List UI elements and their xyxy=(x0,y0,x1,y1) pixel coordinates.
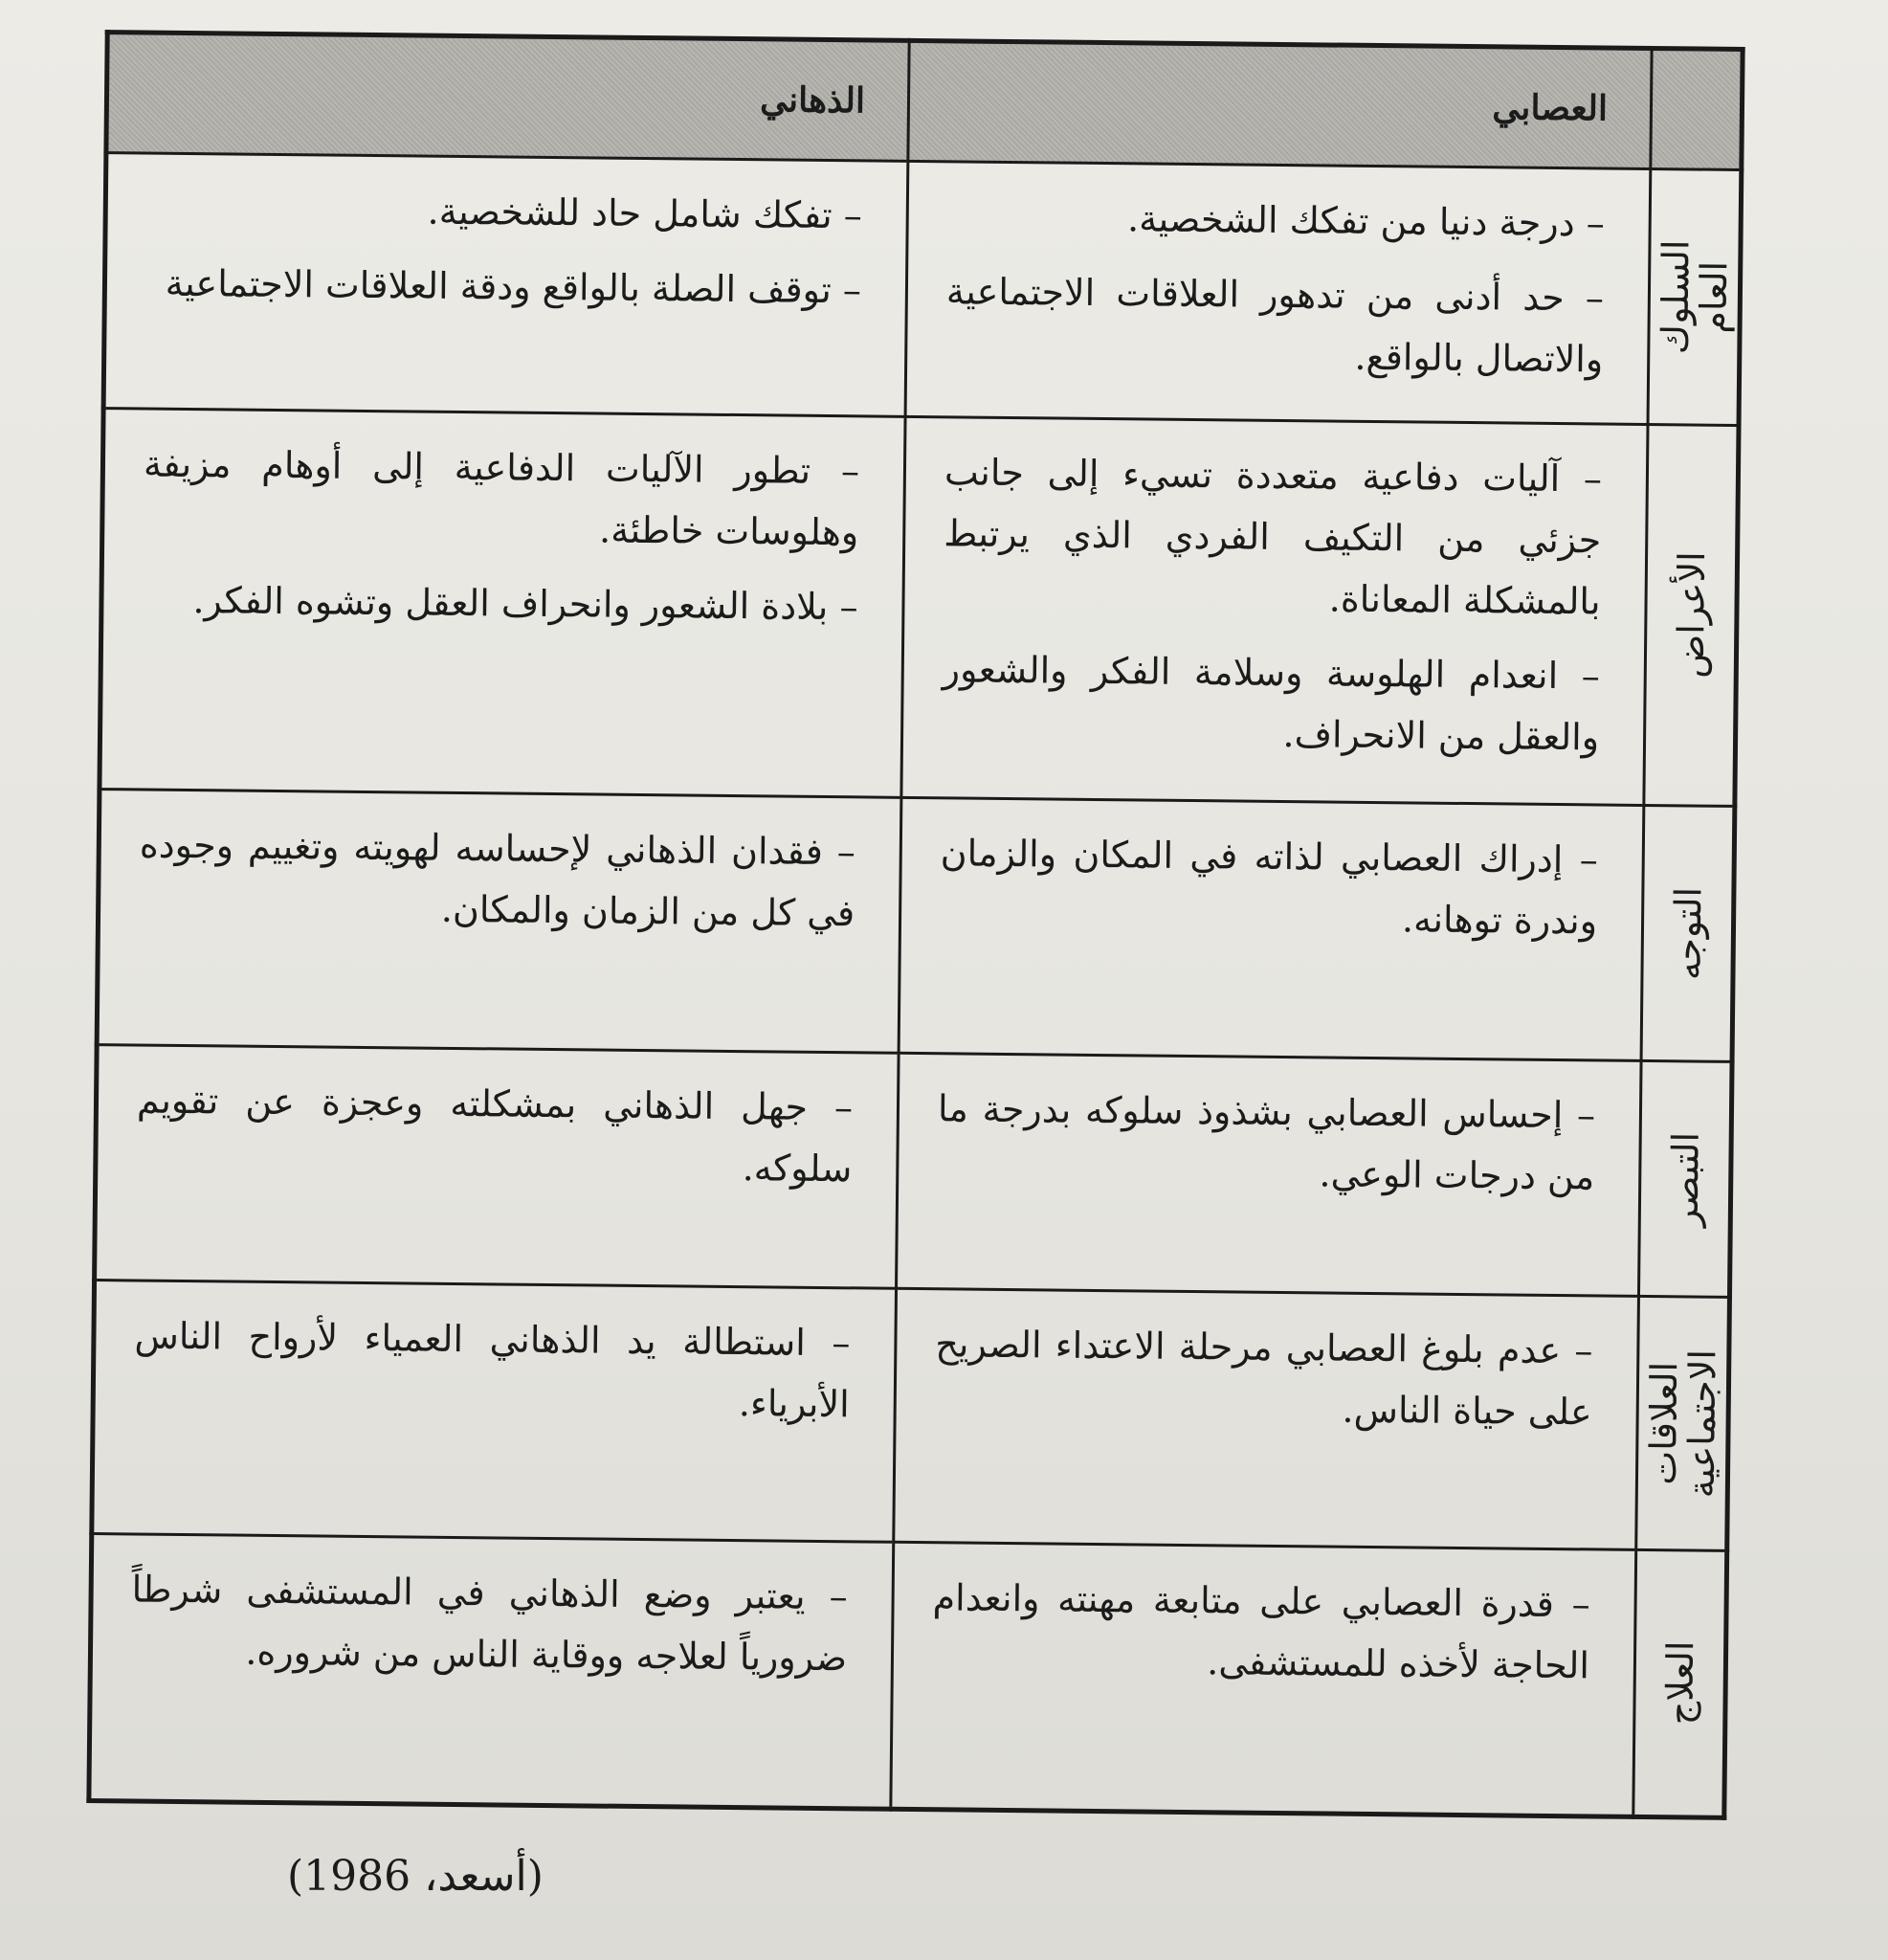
neurotic-cell xyxy=(905,161,1651,424)
table-row xyxy=(97,789,1735,1062)
cell-text: – قدرة العصابي على متابعة مهنته وانعدام الحاجة لأخذه للمستشفى. xyxy=(932,1576,1590,1687)
header-psychotic: الذهاني xyxy=(106,33,909,162)
cell-text: – استطالة يد الذهاني العمياء لأرواح الناس الأبرياء. xyxy=(134,1314,851,1426)
row-label xyxy=(1665,886,1709,981)
cell-text: – تفكك شامل حاد للشخصية. xyxy=(427,189,862,237)
row-label xyxy=(1663,1131,1707,1227)
table-row xyxy=(100,408,1739,806)
row-label-line: العلاج xyxy=(1657,1640,1701,1726)
row-label-line: التوجه xyxy=(1665,886,1709,981)
neurotic-cell xyxy=(901,416,1648,805)
header-corner xyxy=(1651,49,1743,170)
row-label-line: الأعراض xyxy=(1669,551,1713,679)
table-row xyxy=(92,1281,1730,1550)
cell-text: – جهل الذهاني بمشكلته وعجزة عن تقويم سلوكه. xyxy=(136,1079,854,1191)
row-label-cell xyxy=(1648,169,1742,426)
psychotic-cell xyxy=(95,1045,900,1289)
table-row xyxy=(89,1533,1727,1817)
neurotic-cell xyxy=(894,1289,1639,1550)
cell-text: – إدراك العصابي لذاته في المكان والزمان وندرة توهانه. xyxy=(940,831,1598,943)
row-label-line: الاجتماعية xyxy=(1679,1348,1723,1499)
row-label-cell xyxy=(1641,805,1735,1062)
cell-text: – توقف الصلة بالواقع ودقة العلاقات الاجتماعية xyxy=(165,261,862,312)
row-label-cell xyxy=(1636,1297,1730,1551)
neurotic-cell xyxy=(897,1054,1642,1297)
psychotic-cell xyxy=(103,153,908,416)
psychotic-cell xyxy=(97,789,901,1053)
row-label-line: التبصر xyxy=(1663,1131,1707,1227)
row-label-line: العام xyxy=(1692,260,1735,334)
row-label-cell xyxy=(1644,424,1739,806)
cell-text: – بلادة الشعور وانحراف العقل وتشوه الفكر. xyxy=(192,578,858,629)
row-label-cell xyxy=(1638,1061,1732,1298)
cell-text: – فقدان الذهاني لإحساسه لهويته وتغييم وجوده في كل من الزمان والمكان. xyxy=(139,823,856,934)
row-label-line: العلاقات xyxy=(1641,1361,1685,1485)
cell-text: – حد أدنى من تدهور العلاقات الاجتماعية والاتصال بالواقع. xyxy=(945,270,1605,381)
cell-text: – يعتبر وضع الذهاني في المستشفى شرطاً ضرورياً لعلاجه ووقاية الناس من شروره. xyxy=(131,1568,848,1680)
row-label xyxy=(1657,1640,1701,1726)
psychotic-cell xyxy=(100,408,905,797)
table-row xyxy=(103,153,1742,426)
source-citation: (أسعد، 1986) xyxy=(287,1852,544,1901)
cell-text: – تطور الآليات الدفاعية إلى أوهام مزيفة وهلوسات خاطئة. xyxy=(143,442,860,554)
row-label-cell xyxy=(1633,1549,1727,1817)
neurotic-cell xyxy=(891,1542,1636,1816)
row-label xyxy=(1643,1348,1721,1498)
comparison-table-wrapper xyxy=(86,30,1744,1820)
row-label-line: السلوك xyxy=(1653,239,1698,355)
table-header-row xyxy=(106,33,1743,170)
table-row xyxy=(95,1045,1732,1298)
comparison-table xyxy=(86,30,1744,1820)
row-label xyxy=(1655,239,1733,354)
psychotic-cell xyxy=(92,1281,897,1542)
cell-text: – درجة دنيا من تفكك الشخصية. xyxy=(1126,197,1605,245)
row-label xyxy=(1669,551,1713,679)
neurotic-cell xyxy=(899,797,1644,1061)
psychotic-cell xyxy=(89,1533,894,1809)
cell-text: – عدم بلوغ العصابي مرحلة الاعتداء الصريح على حياة الناس. xyxy=(935,1323,1593,1434)
header-neurotic: العصابي xyxy=(908,40,1652,168)
cell-text: – آليات دفاعية متعددة تسيء إلى جانب جزئي من التكيف الفردي الذي يرتبط بالمشكلة المعاناة. xyxy=(944,451,1603,623)
cell-text: – انعدام الهلوسة وسلامة الفكر والشعور والعقل من الانحراف. xyxy=(942,648,1600,759)
cell-text: – إحساس العصابي بشذوذ سلوكه بدرجة ما من درجات الوعي. xyxy=(937,1087,1596,1198)
